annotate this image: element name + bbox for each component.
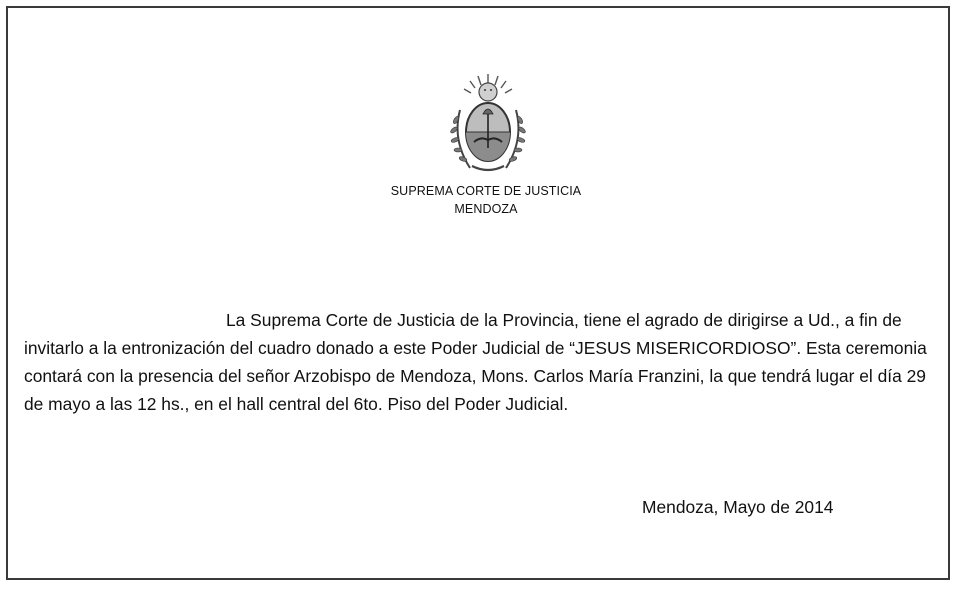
institution-name: SUPREMA CORTE DE JUSTICIA bbox=[390, 184, 582, 198]
invitation-body: La Suprema Corte de Justicia de la Provincia, tiene el agrado de dirigirse a Ud., a fin de invitarlo a la entronización del cuadro donado a este Poder Judicial de “JESUS MISERICORDIOSO”. Esta ceremonia contará con la presencia del señor Arzobispo de Mendoza, Mons. Carlos María Franzini, la que tendrá lugar el día 29 de mayo a las 12 hs., en el hall central del 6to. Piso del Poder Judicial. bbox=[24, 310, 927, 414]
coat-of-arms-icon bbox=[440, 70, 536, 180]
place-and-date: Mendoza, Mayo de 2014 bbox=[642, 497, 834, 517]
invitation-card bbox=[6, 6, 950, 580]
institution-city: MENDOZA bbox=[454, 202, 518, 216]
